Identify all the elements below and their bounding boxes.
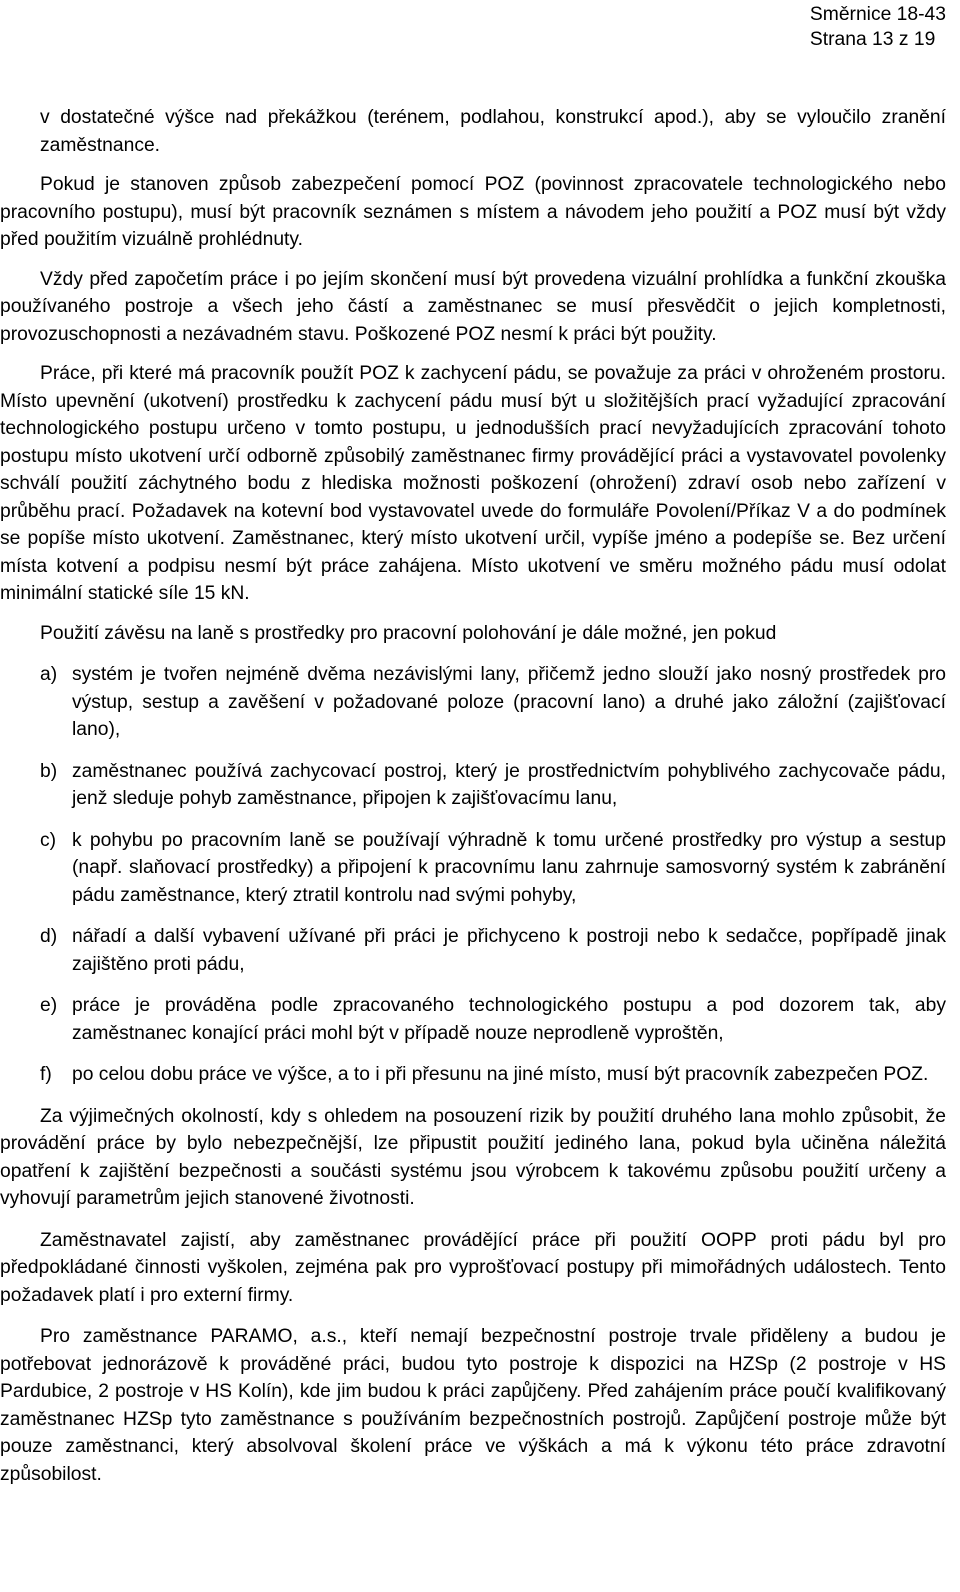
- conditions-list: [0, 661, 946, 1089]
- directive-number: Směrnice 18-43: [809, 4, 946, 25]
- list-item: [0, 923, 946, 978]
- list-item-text: nářadí a další vybavení užívané při práci je přichyceno k postroji nebo k sedačce, popřípadě jinak zajištěno proti pádu,: [72, 926, 946, 975]
- paragraph-training: Zaměstnavatel zajistí, aby zaměstnanec provádějící práce při použití OOPP proti pádu byl pro předpokládané činnosti vyškolen, zejména pak pro vyprošťovací postupy při mimořádných událostech. Tento požadavek platí i pro externí firmy.: [0, 1229, 946, 1306]
- list-marker: c): [40, 829, 57, 851]
- list-item-text: systém je tvořen nejméně dvěma nezávislými lany, přičemž jedno slouží jako nosný prostředek pro výstup, sestup a zavěšení v požadované poloze (pracovní lano) a druhé jako záložní (zajišťovací lano),: [72, 664, 946, 740]
- paragraph-poz-security: Pokud je stanoven způsob zabezpečení pomocí POZ (povinnost zpracovatele technologického nebo pracovního postupu), musí být pracovník seznámen s místem a návodem jeho použití a POZ musí být vždy před použitím vizuálně prohlédnuty.: [0, 174, 946, 250]
- list-item: [0, 827, 946, 910]
- list-marker: a): [40, 664, 58, 685]
- list-item-text: k pohybu po pracovním laně se používají výhradně k tomu určené prostředky pro výstup a sestup (např. slaňovací prostředky) a připojení k pracovnímu lanu zahrnuje samosvorný systém k zabránění pádu zaměstnance, který ztratil kontrolu nad svými pohyby,: [72, 829, 946, 906]
- paragraph-rope-intro: Použití závěsu na laně s prostředky pro pracovní polohování je dále možné, jen pokud: [40, 622, 777, 644]
- paragraph-single-rope: Za výjimečných okolností, kdy s ohledem na posouzení rizik by použití druhého lana mohlo způsobit, že provádění práce by bylo nebezpečnější, lze připustit použití jediného lana, pokud byla učiněna náležitá opatření k zajištění bezpečnosti a součásti systému jsou výrobcem k takovému způsobu použití určeny a vyhovují parametrům jejich stanovené životnosti.: [0, 1105, 946, 1209]
- list-item-text: práce je prováděna podle zpracovaného technologického postupu a pod dozorem tak, aby zaměstnanec konající práci mohl být v případě nouze neprodleně vyproštěn,: [72, 995, 946, 1044]
- list-marker: d): [40, 926, 58, 947]
- paragraph-paramo-employees: Pro zaměstnance PARAMO, a.s., kteří nemají bezpečnostní postroje trvale přiděleny a budou je potřebovat jednorázově k prováděné práci, budou tyto postroje k dispozici na HZSp (2 postroje v HS Pardubice, 2 postroje v HS Kolín), kde jim budou k práci zapůjčeny. Před zahájením práce poučí kvalifikovaný zaměstnanec HZSp tyto zaměstnance s používáním bezpečnostních postrojů. Zapůjčení postroje může být pouze zaměstnanci, který absolvoval školení práce ve výškách a má k výkonu této práce zdravotní způsobilost.: [0, 1326, 946, 1485]
- document-header: [810, 2, 946, 52]
- page-number: Strana 13 z 19: [809, 29, 936, 50]
- list-item-text: zaměstnanec používá zachycovací postroj, který je prostřednictvím pohyblivého zachycovače pádu, jenž sleduje pohyb zaměstnance, připojen k zajišťovacímu lanu,: [72, 760, 946, 809]
- list-item: [0, 992, 946, 1047]
- paragraph-anchoring: Práce, při které má pracovník použít POZ k zachycení pádu, se považuje za práci v ohroženém prostoru. Místo upevnění (ukotvení) prostředku k zachycení pádu musí být u složitějších prací vyžadující zpracování technologického postupu určeno v tomto postupu, u jednodušších prací nevyžadujících zpracování tohoto postupu místo ukotvení určí odborně způsobilý zaměstnanec firmy provádějící práci a vystavovatel povolenky schválí použití záchytného bodu z hlediska možnosti poškození (ohrožení) zdraví osob nebo zařízení v průběhu prací. Požadavek na kotevní bod vystavovatel uvede do formuláře Povolení/Příkaz V a do podmínek se popíše místo ukotvení. Zaměstnanec, který místo ukotvení určil, vypíše jméno a podepíše se. Bez určení místa kotvení a podpisu nesmí být práce zahájena. Místo ukotvení ve směru možného pádu musí odolat minimální statické síle 15 kN.: [0, 363, 946, 604]
- list-marker: b): [40, 760, 58, 782]
- list-marker: e): [40, 995, 58, 1016]
- list-item: [0, 1061, 946, 1089]
- list-item-text: po celou dobu práce ve výšce, a to i při přesunu na jiné místo, musí být pracovník zabezpečen POZ.: [72, 1064, 929, 1085]
- list-item: [0, 661, 946, 744]
- list-item: [0, 758, 946, 813]
- paragraph-continuation: v dostatečné výšce nad překážkou (terénem, podlahou, konstrukcí apod.), aby se vyloučilo zranění zaměstnance.: [40, 107, 946, 156]
- list-marker: f): [40, 1064, 52, 1085]
- document-body: [0, 104, 946, 1488]
- paragraph-inspection: Vždy před započetím práce i po jejím skončení musí být provedena vizuální prohlídka a funkční zkouška používaného postroje a všech jeho částí a zaměstnanec se musí přesvědčit o jejich kompletnosti, provozuschopnosti a nezávadném stavu. Poškozené POZ nesmí k práci být použity.: [0, 268, 946, 345]
